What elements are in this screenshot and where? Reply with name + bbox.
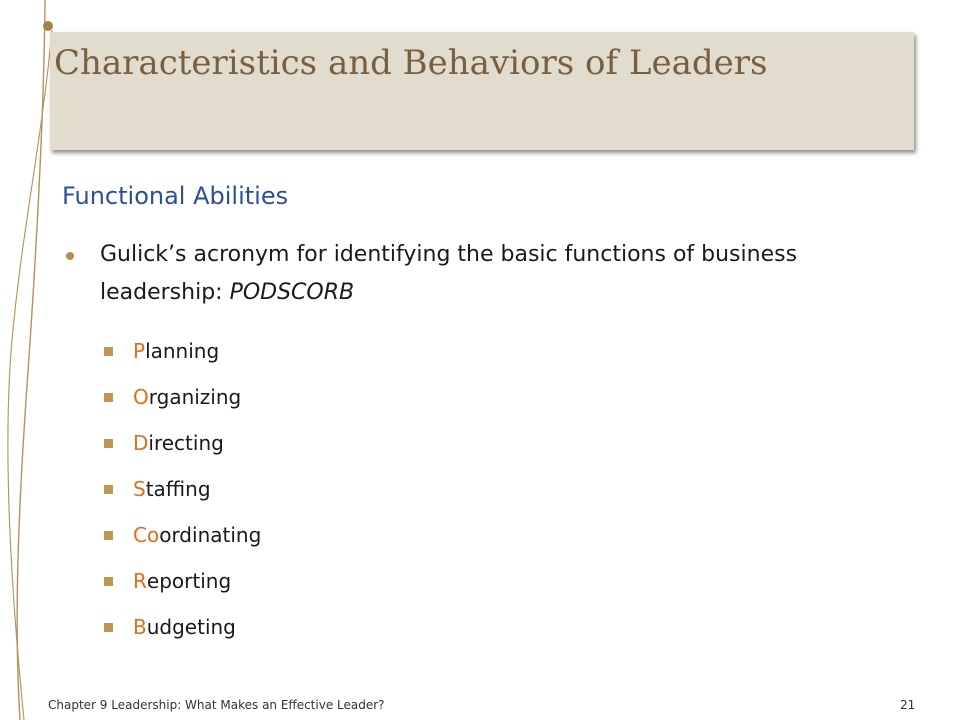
list-item-budgeting <box>104 604 261 650</box>
highlight-letter: B <box>133 615 147 639</box>
item-text: ordinating <box>159 523 262 547</box>
slide-title: Characteristics and Behaviors of Leaders <box>54 43 768 83</box>
podscorb-list <box>104 328 261 650</box>
list-item-coordinating <box>104 512 261 558</box>
item-text: eporting <box>146 569 232 593</box>
highlight-letter: D <box>133 431 149 455</box>
vine-dot <box>43 21 53 31</box>
square-bullet-icon <box>104 485 113 494</box>
footer-chapter: Chapter 9 Leadership: What Makes an Effective Leader? <box>48 698 385 712</box>
square-bullet-icon <box>104 439 113 448</box>
bullet-acronym: PODSCORB <box>229 280 355 305</box>
item-text: udgeting <box>146 615 236 639</box>
highlight-letter: Co <box>133 523 160 547</box>
list-item-organizing <box>104 374 261 420</box>
highlight-letter: O <box>133 385 149 409</box>
square-bullet-icon <box>104 531 113 540</box>
square-bullet-icon <box>104 347 113 356</box>
item-text: irecting <box>148 431 224 455</box>
vine-line-secondary <box>8 30 52 720</box>
bullet-text-main: Gulick’s acronym for identifying the basic functions of business leadership: <box>100 242 798 305</box>
list-item-directing <box>104 420 261 466</box>
list-item-staffing <box>104 466 261 512</box>
highlight-letter: P <box>133 339 146 363</box>
slide-subtitle: Functional Abilities <box>62 182 289 210</box>
item-text: rganizing <box>148 385 242 409</box>
square-bullet-icon <box>104 393 113 402</box>
square-bullet-icon <box>104 577 113 586</box>
list-item-planning <box>104 328 261 374</box>
vine-line-main <box>17 0 45 720</box>
list-item-reporting <box>104 558 261 604</box>
item-text: lanning <box>145 339 220 363</box>
highlight-letter: S <box>133 477 146 501</box>
highlight-letter: R <box>133 569 147 593</box>
bullet-marker <box>66 252 74 260</box>
page-number: 21 <box>900 698 916 712</box>
bullet-text <box>100 236 890 312</box>
square-bullet-icon <box>104 623 113 632</box>
item-text: taffing <box>145 477 211 501</box>
